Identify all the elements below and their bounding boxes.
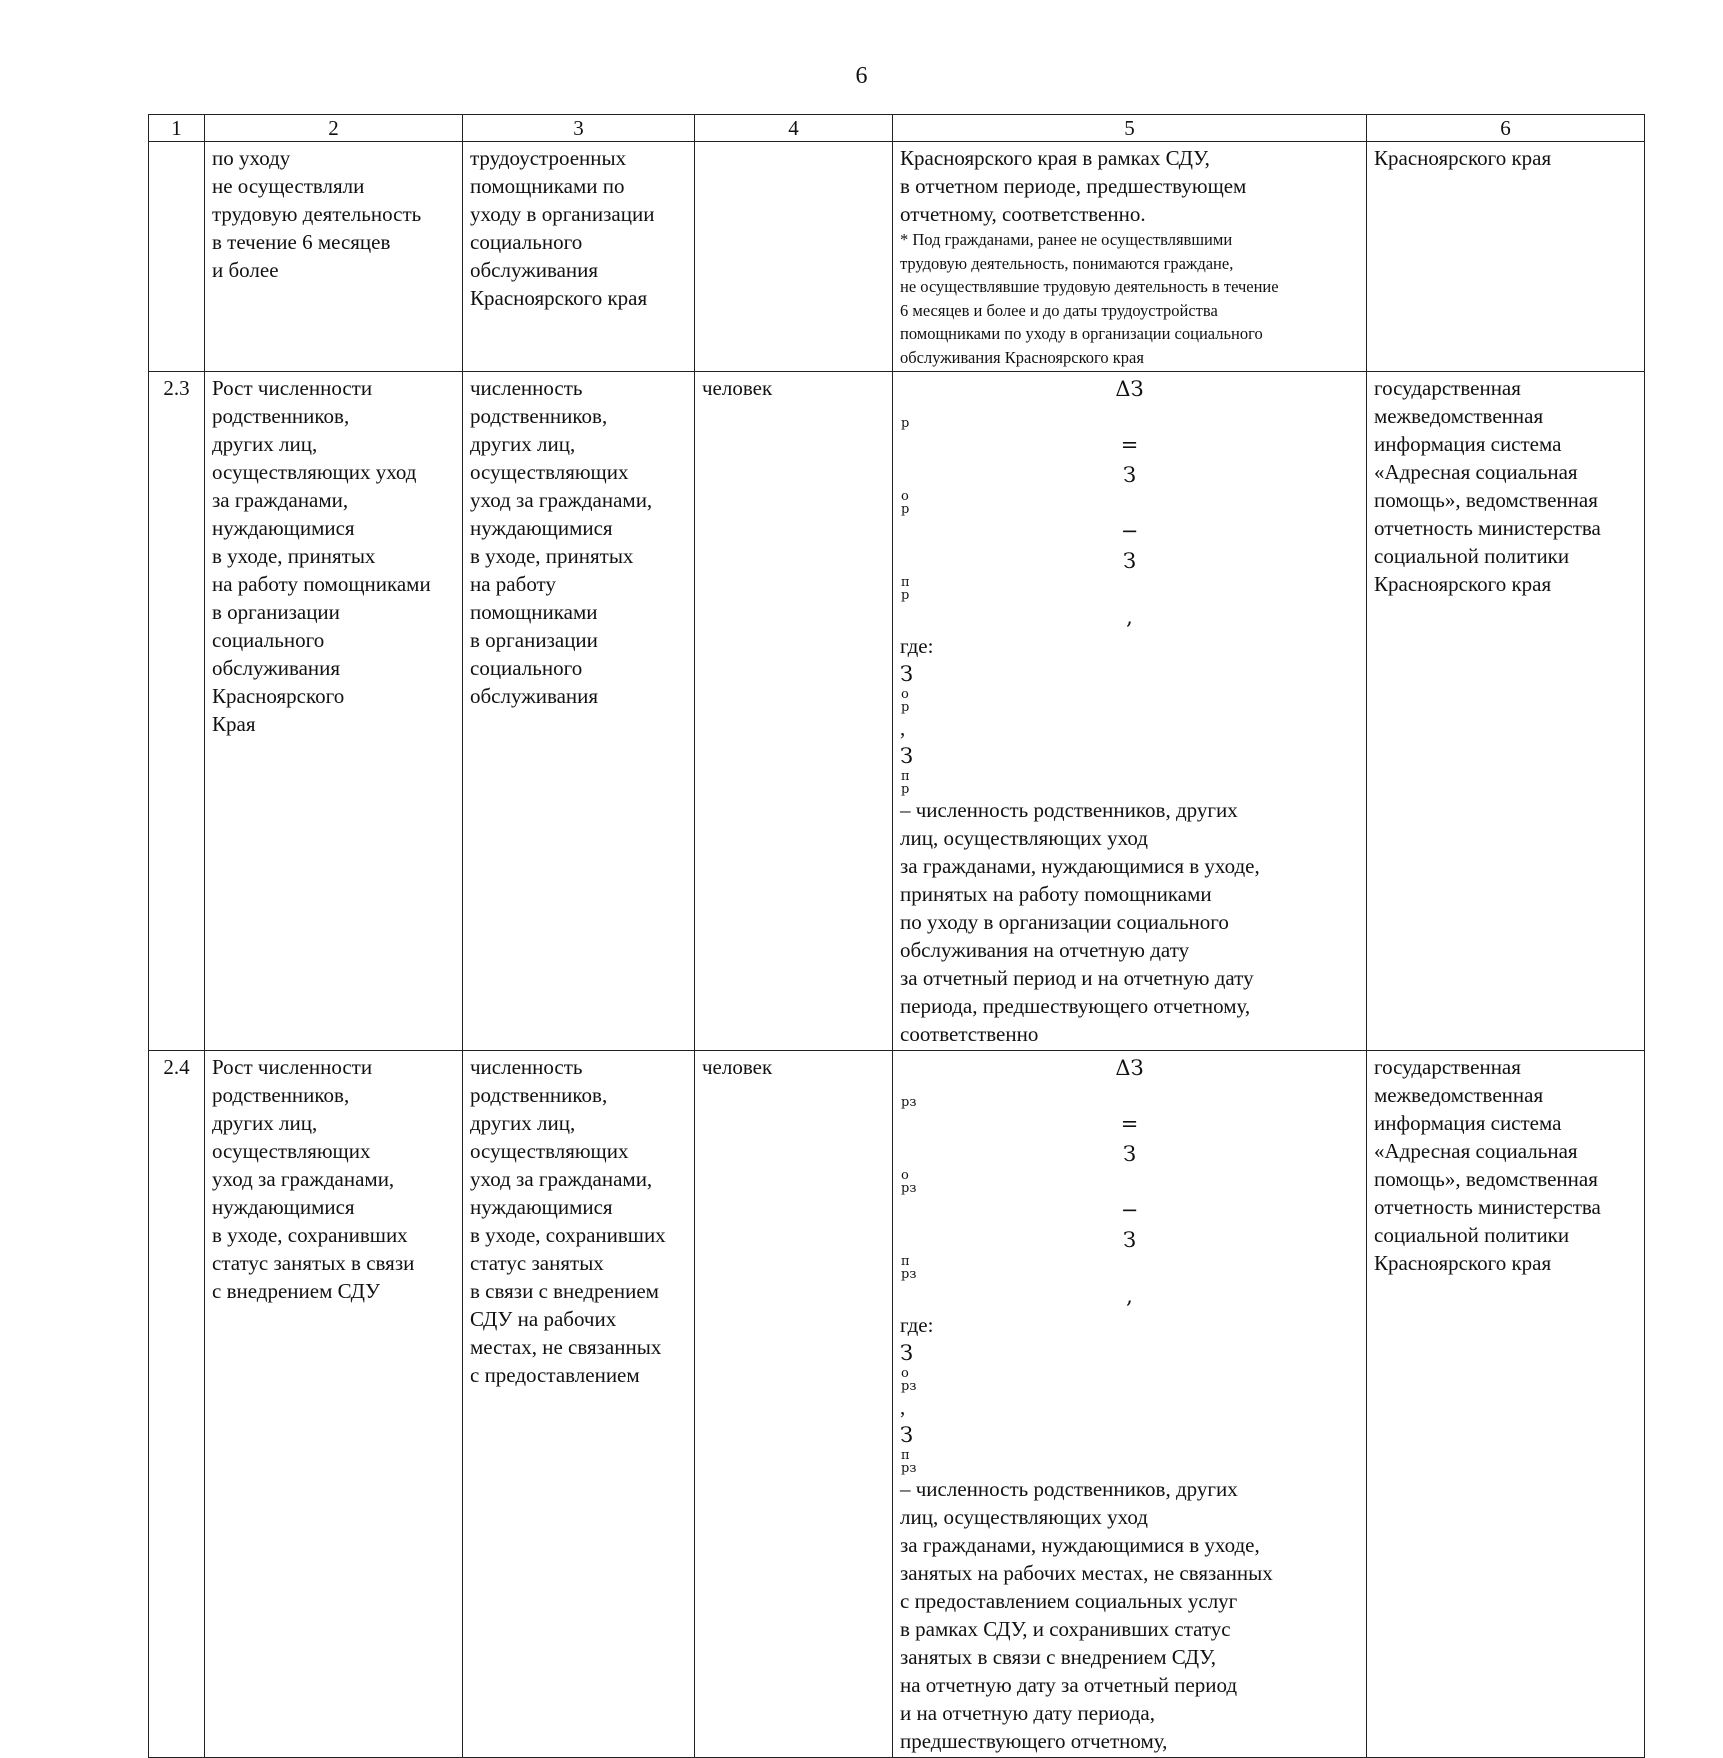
- formula-subscript: рз: [901, 1095, 917, 1110]
- text-line: отчетному, соответственно.: [900, 202, 1146, 226]
- source-cell: [1367, 142, 1645, 372]
- formula-subscript: р: [901, 502, 910, 517]
- text-line: на отчетную дату за отчетный период: [900, 1673, 1238, 1697]
- text-line: уход за гражданами,: [470, 488, 653, 512]
- text-line: нуждающимися: [212, 516, 355, 540]
- text-line: численность: [470, 376, 583, 400]
- formula: [900, 374, 1359, 632]
- text-line: численность: [470, 1055, 583, 1079]
- footnote-line: обслуживания Красноярского края: [900, 347, 1144, 367]
- text-line: в рамках СДУ, и сохранивших статус: [900, 1617, 1231, 1641]
- text-line: государственная: [1374, 376, 1521, 400]
- text-line: уходу в организации: [470, 202, 655, 226]
- text-line: и на отчетную дату периода,: [900, 1701, 1155, 1725]
- text-line: нуждающимися: [470, 1195, 613, 1219]
- text-line: социальной политики: [1374, 544, 1570, 568]
- text-line: предшествующего отчетному,: [900, 1729, 1168, 1753]
- formula-superscript: о: [901, 489, 909, 504]
- text-line: социальной политики: [1374, 1223, 1570, 1247]
- row-number: 2.4: [149, 1051, 205, 1758]
- text-line: в организации: [470, 628, 598, 652]
- text-line: в течение 6 месяцев: [212, 230, 391, 254]
- formula-superscript: п: [901, 1254, 910, 1269]
- text-line: осуществляющих: [470, 460, 629, 484]
- formula-subscript: рз: [901, 1267, 917, 1282]
- text-line: уход за гражданами,: [470, 1167, 653, 1191]
- text-line: Края: [212, 712, 256, 736]
- text-line: нуждающимися: [470, 516, 613, 540]
- text-line: занятых в связи с внедрением СДУ,: [900, 1645, 1216, 1669]
- text-line: с предоставлением: [470, 1363, 640, 1387]
- formula-tail: ,: [1126, 605, 1133, 629]
- header-col-1: 1: [149, 115, 205, 142]
- text-line: занятых на рабочих местах, не связанных: [900, 1561, 1273, 1585]
- text-line: и более: [212, 258, 279, 282]
- text-line: Рост численности: [212, 1055, 373, 1079]
- formula-minus: −: [1120, 1198, 1139, 1222]
- text-line: в уходе, сохранивших: [212, 1223, 408, 1247]
- indicator-definition-cell: [463, 142, 695, 372]
- formula-term: З: [1122, 1142, 1137, 1166]
- text-line: «Адресная социальная: [1374, 1139, 1578, 1163]
- footnote: [900, 228, 1359, 369]
- text-line: других лиц,: [470, 1111, 576, 1135]
- text-line: родственников,: [470, 404, 608, 428]
- formula-subscript: р: [901, 588, 910, 603]
- footnote-line: 6 месяцев и более и до даты трудоустройства: [900, 300, 1218, 320]
- text-line: в уходе, принятых: [470, 544, 634, 568]
- header-col-4: 4: [695, 115, 893, 142]
- source-cell: [1367, 1051, 1645, 1758]
- formula-term: З: [1122, 1228, 1137, 1252]
- table-row: [149, 1051, 1645, 1758]
- text-line: родственников,: [212, 404, 350, 428]
- formula-superscript: о: [901, 1168, 909, 1183]
- text-line: социального: [470, 230, 583, 254]
- calculation-cell: [893, 1051, 1367, 1758]
- indicator-table: [148, 114, 1645, 1758]
- text-line: других лиц,: [212, 1111, 318, 1135]
- indicator-definition-cell: [463, 372, 695, 1051]
- indicator-name-cell: [205, 1051, 463, 1758]
- text-line: Красноярского: [212, 684, 345, 708]
- text-line: помощниками: [470, 600, 598, 624]
- page-number: 6: [855, 63, 868, 89]
- text-line: Красноярского края: [1374, 1251, 1552, 1275]
- text-line: с предоставлением социальных услуг: [900, 1589, 1238, 1613]
- text-line: государственная: [1374, 1055, 1521, 1079]
- unit-cell: [695, 142, 893, 372]
- text-line: периода, предшествующего отчетному,: [900, 994, 1251, 1018]
- text-line: информация система: [1374, 432, 1562, 456]
- text-line: обслуживания на отчетную дату: [900, 938, 1190, 962]
- text-line: межведомственная: [1374, 1083, 1544, 1107]
- row-number: [149, 142, 205, 372]
- unit-cell: человек: [695, 372, 893, 1051]
- text-line: осуществляющих: [470, 1139, 629, 1163]
- calculation-cell: [893, 142, 1367, 372]
- text-line: СДУ на рабочих: [470, 1307, 617, 1331]
- text-line: не осуществляли: [212, 174, 365, 198]
- formula-lhs: ΔЗ: [1115, 1056, 1144, 1080]
- formula-superscript: п: [901, 575, 910, 590]
- text-line: на работу: [470, 572, 556, 596]
- definition-line: З о р , З п р – численность родственников, других: [900, 662, 1238, 822]
- text-line: трудовую деятельность: [212, 202, 422, 226]
- text-line: помощниками по: [470, 174, 625, 198]
- text-line: по уходу в организации социального: [900, 910, 1229, 934]
- footnote-line: * Под гражданами, ранее не осуществлявшими: [900, 230, 1233, 249]
- text-line: в связи с внедрением: [470, 1279, 659, 1303]
- indicator-definition-cell: [463, 1051, 695, 1758]
- text-line: социального: [470, 656, 583, 680]
- text-line: осуществляющих уход: [212, 460, 417, 484]
- header-col-2: 2: [205, 115, 463, 142]
- text-line: осуществляющих: [212, 1139, 371, 1163]
- text-line: Красноярского края: [1374, 146, 1552, 170]
- definition-line: З о рз , З п рз – численность родственников, других: [900, 1341, 1238, 1501]
- formula-term: З: [1122, 549, 1137, 573]
- header-col-6: 6: [1367, 115, 1645, 142]
- text-line: помощь», ведомственная: [1374, 488, 1598, 512]
- formula: [900, 1053, 1359, 1311]
- text-line: информация система: [1374, 1111, 1562, 1135]
- where-label: где:: [900, 1313, 934, 1337]
- text-line: межведомственная: [1374, 404, 1544, 428]
- formula-subscript: рз: [901, 1181, 917, 1196]
- text-line: обслуживания: [470, 258, 599, 282]
- text-line: принятых на работу помощниками: [900, 882, 1212, 906]
- formula-equals: =: [1120, 1112, 1139, 1136]
- text-line: местах, не связанных: [470, 1335, 662, 1359]
- header-col-3: 3: [463, 115, 695, 142]
- formula-lhs: ΔЗ: [1115, 377, 1144, 401]
- text-line: по уходу: [212, 146, 291, 170]
- text-line: обслуживания: [470, 684, 599, 708]
- indicator-name-cell: [205, 372, 463, 1051]
- text-line: родственников,: [212, 1083, 350, 1107]
- text-line: в уходе, сохранивших: [470, 1223, 666, 1247]
- text-line: за гражданами, нуждающимися в уходе,: [900, 854, 1260, 878]
- text-line: трудоустроенных: [470, 146, 627, 170]
- text-line: Красноярского края: [470, 286, 648, 310]
- text-line: нуждающимися: [212, 1195, 355, 1219]
- formula-term: З: [1122, 463, 1137, 487]
- text-line: других лиц,: [212, 432, 318, 456]
- text-line: лиц, осуществляющих уход: [900, 826, 1148, 850]
- header-col-5: 5: [893, 115, 1367, 142]
- text-line: Красноярского края: [1374, 572, 1552, 596]
- formula-minus: −: [1120, 519, 1139, 543]
- text-line: статус занятых в связи: [212, 1251, 415, 1275]
- text-line: других лиц,: [470, 432, 576, 456]
- text-line: помощь», ведомственная: [1374, 1167, 1598, 1191]
- calculation-cell: [893, 372, 1367, 1051]
- footnote-line: не осуществлявшие трудовую деятельность в течение: [900, 277, 1279, 296]
- text-line: Рост численности: [212, 376, 373, 400]
- text-line: в организации: [212, 600, 340, 624]
- text-line: в уходе, принятых: [212, 544, 376, 568]
- text-line: отчетность министерства: [1374, 516, 1601, 540]
- text-line: лиц, осуществляющих уход: [900, 1505, 1148, 1529]
- text-line: Красноярского края в рамках СДУ,: [900, 146, 1210, 170]
- text-line: за гражданами,: [212, 488, 349, 512]
- text-line: за гражданами, нуждающимися в уходе,: [900, 1533, 1260, 1557]
- text-line: на работу помощниками: [212, 572, 431, 596]
- footnote-line: трудовую деятельность, понимаются граждане,: [900, 253, 1234, 273]
- table-row: [149, 372, 1645, 1051]
- text-line: социального: [212, 628, 325, 652]
- formula-equals: =: [1120, 433, 1139, 457]
- text-line: с внедрением СДУ: [212, 1279, 381, 1303]
- text-line: отчетность министерства: [1374, 1195, 1601, 1219]
- formula-tail: ,: [1126, 1284, 1133, 1308]
- source-cell: [1367, 372, 1645, 1051]
- text-line: обслуживания: [212, 656, 341, 680]
- indicator-name-cell: [205, 142, 463, 372]
- text-line: в отчетном периоде, предшествующем: [900, 174, 1247, 198]
- text-line: родственников,: [470, 1083, 608, 1107]
- table-header-row: [149, 115, 1645, 142]
- text-line: соответственно: [900, 1022, 1039, 1046]
- formula-subscript: р: [901, 416, 910, 431]
- where-label: где:: [900, 634, 934, 658]
- text-line: за отчетный период и на отчетную дату: [900, 966, 1254, 990]
- table-row: [149, 142, 1645, 372]
- row-number: 2.3: [149, 372, 205, 1051]
- unit-cell: человек: [695, 1051, 893, 1758]
- text-line: «Адресная социальная: [1374, 460, 1578, 484]
- text-line: статус занятых: [470, 1251, 604, 1275]
- text-line: уход за гражданами,: [212, 1167, 395, 1191]
- footnote-line: помощниками по уходу в организации социального: [900, 324, 1263, 343]
